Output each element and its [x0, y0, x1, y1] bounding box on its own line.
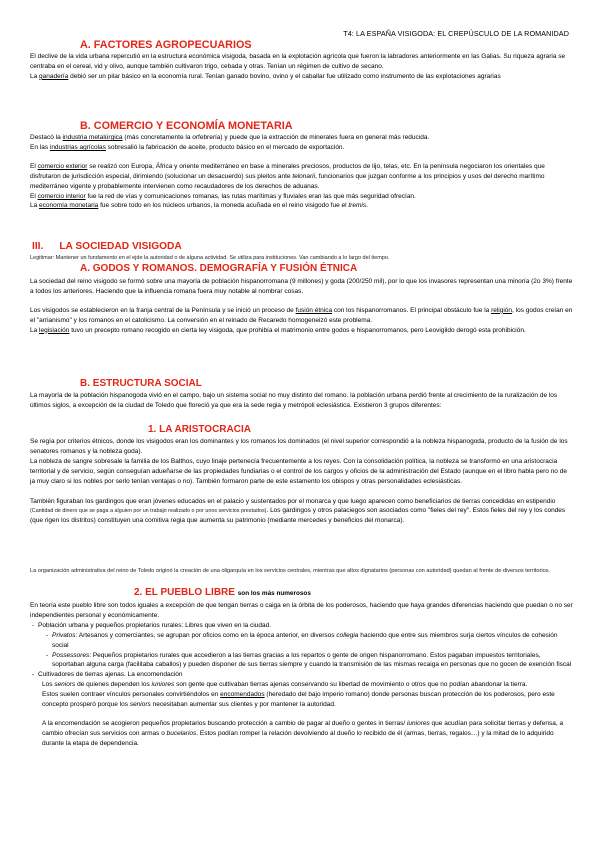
heading-pueblo-libre: 2. EL PUEBLO LIBRE son los más numerosos: [134, 587, 311, 598]
list-item: - Possessores: Pequeños propietarios rurales que accedieron a las tierras gracias a los repartos o gente de origen hispanorromano. Estos pagaban impuestos territoriales, soportaban alguna carga (facilitaba caballos) y pueden disponer de sus tierras siempre y cuando la transmisión de las mismas recaiga en personas que no gocen de exención fiscal: [46, 651, 572, 669]
heading-factores-agropecuarios: A. FACTORES AGROPECUARIOS: [80, 39, 252, 51]
key-term: legislación: [39, 326, 70, 334]
paragraph: La ganadería debió ser un pilar básico en la economía rural. Tenían ganado bovino, ovino y el caballar fue utilizado como instrumento de las explotaciones agrarias: [30, 72, 501, 80]
paragraph: La sociedad del reino visigodo se formó sobre una mayoría de población hispanorromana (9 millones) y goda (200/250 mil), por lo que los invasores representan una minoría (2o 3%) frente a todos los anteriores. Haciendo que la influencia romana fuera muy notable al nombrar cosas.: [30, 278, 573, 295]
key-term: industria metalúrgica: [62, 134, 123, 141]
paragraph: También figuraban los gardingos que eran jóvenes educados en el palacio y sustentados por el monarca y que luego aparecen como beneficiarios de tierras concedidas en estipendio (Cantidad de dinero que se paga a alguien por un trabajo realizado o por unos servicios prestados). Los gardingos y otros palaciegos son asociados como "fieles del rey". Estos fieles del rey y los condes (que rigen los distritos) constituyen una comitiva regia que aumenta su patrimonio (mediante mercedes y beneficios del monarca).: [30, 497, 566, 525]
paragraph: El comercio interior fue la red de vías y comunicaciones romanas, las rutas marítimas y fluviales eran las que más seguridad ofrecían.: [30, 192, 416, 200]
paragraph: La economía monetaria fue sobre todo en los núcleos urbanos, la moneda acuñada en el reino visigodo fue el tremis.: [30, 202, 368, 210]
section-pueblo-libre-body: [30, 601, 573, 749]
paragraph: En teoría este pueblo libre son todos iguales a excepción de que tengan tierras o caiga en la órbita de los poderosos, haciendo que haya grandes diferencias haciendo que puedan o no ser independientes personal y económicamente.: [30, 602, 573, 619]
heading-aristocracia: 1. LA ARISTOCRACIA: [148, 424, 251, 435]
side-note: La organización administrativa del reino de Toledo originó la creación de una oligarquía en los servicios centrales, mientras que altos dignatarios (personas con autoridad) quedan al frente de diversos territorios.: [30, 568, 551, 574]
key-term: industrias agrícolas: [49, 143, 106, 151]
side-note: Legitimar: Mantener un fundamento en el ejde la autoridad o de alguna actividad. Se utiliza para instituciones. Van cambiando a lo largo del tiempo.: [30, 255, 390, 261]
section-agropecuarios-body: [30, 52, 573, 82]
key-term: ganadería: [39, 72, 69, 80]
key-term: encomendados: [220, 691, 265, 699]
section-godos-body: [30, 277, 573, 336]
list-item: - Cultivadores de tierras ajenas. La encomendación: [32, 671, 183, 679]
paragraph: A la encomendación se acogieron pequeños propietarios buscando protección a cambio de pagar al dueño o gentes in tierras/ iuniores que acudían para solicitar tierras y defensa, a cambio ofrecían sus servicios con armas o bucelarios. Estos podían romper la relación devolviendo al dueño lo recibido de él (armas, tierras, regalos…) y la mitad de lo adquirido durante la etapa de dependencia.: [42, 719, 564, 747]
paragraph: En las industrias agrícolas sobresalió la fabricación de aceite, producto básico en el mercado de exportación.: [30, 143, 345, 151]
paragraph: El comercio exterior se realizó con Europa, África y oriente mediterráneo en base a minerales preciosos, productos de lijo, telas, etc. En la península negociaron los orientales que disfrutaron de jurisdicción especial, dirimiendo (solucionar un desacuerdo) sus pleitos ante telonarii, funcionarios que juzgan conforme a los principios y usos del derecho marítimo mediterráneo vigente y probablemente intervienen como recaudadores de los derechos de aduanas.: [30, 162, 545, 190]
heading-comercio-economia: B. COMERCIO Y ECONOMÍA MONETARIA: [80, 120, 293, 132]
key-term: fusión étnica: [295, 306, 333, 314]
paragraph: Los visigodos se establecieron en la franja central de la Península y se inició un proceso de fusión étnica con los hispanorromanos. El principal obstáculo fue la religión, los godos creían en el "arrianismo" y los romanos en el catolicismo. La conversión en el reinado de Recaredo homogeneizó este problema.: [30, 306, 573, 324]
section-aristocracia-body: [30, 437, 573, 526]
key-term: religión: [491, 306, 513, 314]
paragraph: Destacó la industria metalúrgica (más concretamente la orfebrería) y puede que la extracción de minerales fuera en general más reducida.: [30, 134, 430, 141]
heading-estructura-social: B. ESTRUCTURA SOCIAL: [80, 378, 202, 389]
list-item: - Privatos: Artesanos y comerciantes, se agrupan por oficios como en la época anterior, en diversos collegia haciendo que entre sus miembros surja ciertos vínculos de cohesión social: [46, 631, 558, 649]
section-comercio-body: [30, 133, 573, 211]
key-term: comercio interior: [37, 192, 86, 200]
heading-note: son los más numerosos: [237, 590, 311, 597]
paragraph: La nobleza de sangre sobresale la familia de los Balthos, cuyo linaje pertenecía frecuentemente a los reyes. Con la consolidación política, la nobleza se transformó en una aristocracia territorial y de servicio, según conseguían adueñarse de las propiedades fundiarias o el control de los cargos y oficios de la administración del Estado (aunque en el libro habla pero no de ja muy claro si los nobles por serlo tenían ventajas o no). También formaron parte de este estamento los obispos y otras personalidades eclesiásticas.: [30, 457, 567, 485]
paragraph: Se regía por criterios étnicos, donde los visigodos eran los dominantes y los romanos los dominados (el nivel superior correspondió a la nobleza hispanogoda, producto de la fusión de los senatores romanos y la nobleza goda).: [30, 438, 568, 455]
paragraph: Estos suelen contraer vínculos personales convirtiéndolos en encomendados (heredado del bajo imperio romano) donde personas buscan protección de los poderosos, pero este concepto prosperó porque los seniors necesitaban aumentar sus clientes y por mantener la autoridad.: [42, 691, 555, 709]
paragraph: La legislación tuvo un precepto romano recogido en cierta ley visigoda, que prohibía el matrimonio entre godos e hispanorromanos, pero Leovigildo derogó esta prohibición.: [30, 326, 526, 334]
heading-sociedad-visigoda: III. LA SOCIEDAD VISIGODA: [32, 241, 182, 252]
paragraph: El declive de la vida urbana repercutió en la estructura económica visigoda, basada en la explotación agrícola que fueron la labradores anteriormente en las Galias. Su riqueza agraria se centraba en el cereal, vid y olivo, aunque también cultivaron trigo, cebada y otras. Tenían un régimen de cultivo de secano.: [30, 53, 566, 70]
key-term: economía monetaria: [39, 202, 99, 210]
key-term: comercio exterior: [37, 162, 88, 170]
list-item: - Población urbana y pequeños propietarios rurales: Libres que viven en la ciudad.: [32, 621, 272, 629]
page-header: T4: LA ESPAÑA VISIGODA: EL CREPÚSCULO DE LA ROMANIDAD: [343, 29, 569, 38]
paragraph: Los seniors de quienes dependen los iuniores son gente que cultivaban tierras ajenas conservando su libertad de movimiento o otros que no podían abandonar la tierra.: [42, 681, 528, 689]
heading-godos-romanos: A. GODOS Y ROMANOS. DEMOGRAFÍA Y FUSIÓN ÉTNICA: [80, 263, 358, 274]
paragraph: La mayoría de la población hispanogoda vivió en el campo, bajo un sistema social no muy distinto del romano. la población urbana perdió frente al crecimiento de la ruralización de los últimos siglos, a excepción de la ciudad de Toledo que floreció ya que era la sede regia y metrópoli eclesiástica. Existieron 3 grupos diferentes:: [30, 392, 558, 409]
